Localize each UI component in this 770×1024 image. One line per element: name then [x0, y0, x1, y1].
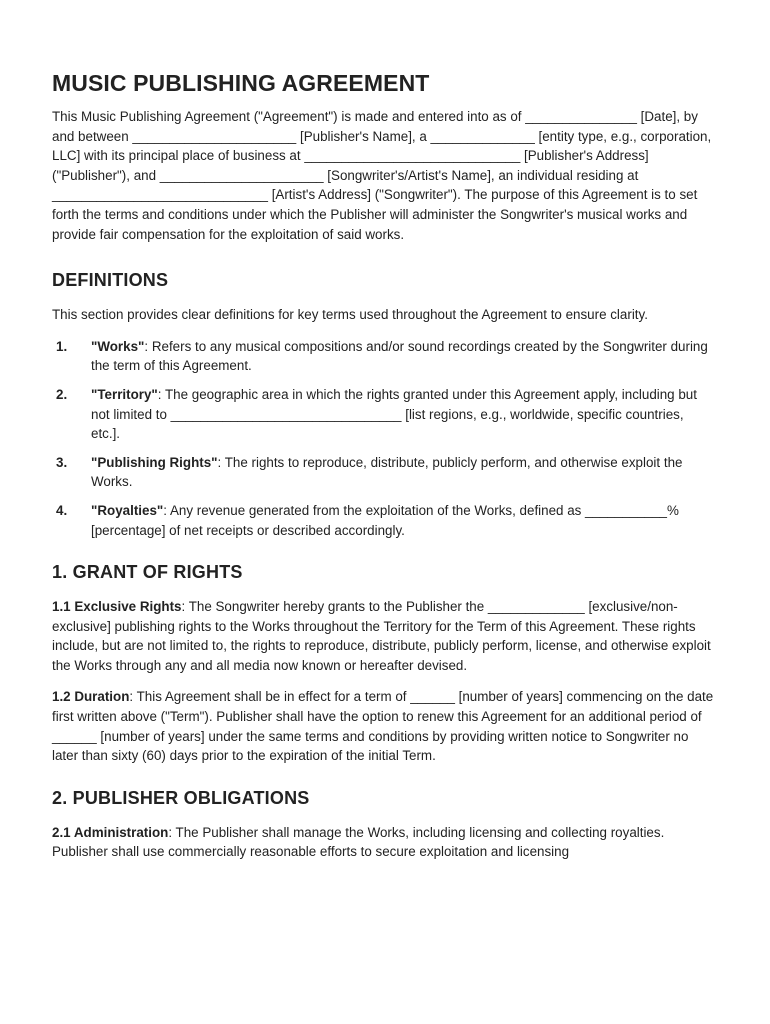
exclusive-rights-text: : The Songwriter hereby grants to the Publisher the _____________ [exclusive/non-exclusive] publishing rights to the Works throughout the Territory for the Term of this Agreement. These rights include, but are not limited to, the rights to reproduce, distribute, publicly perform, license, and otherwise exploit the Works through any and all media now known or hereafter devised. — [52, 599, 711, 673]
definition-item — [52, 501, 714, 540]
definitions-intro: This section provides clear definitions for key terms used throughout the Agreement to ensure clarity. — [52, 307, 648, 323]
exclusive-rights-label: 1.1 Exclusive Rights — [52, 599, 182, 615]
definition-number: 1. — [56, 338, 68, 354]
administration-text: : The Publisher shall manage the Works, including licensing and collecting royalties. Publisher shall use commercially reasonable efforts to secure exploitation and licensing — [52, 824, 665, 860]
definition-text: : The rights to reproduce, distribute, publicly perform, and otherwise exploit the Works. — [91, 454, 683, 490]
definition-text: : Any revenue generated from the exploitation of the Works, defined as ___________% [percentage] of net receipts or described accordingly. — [91, 502, 679, 538]
administration-paragraph — [52, 823, 714, 862]
definition-number: 4. — [56, 502, 68, 518]
definition-term: "Publishing Rights" — [91, 454, 218, 470]
grant-of-rights-heading: 1. GRANT OF RIGHTS — [52, 562, 243, 583]
definitions-list — [52, 337, 714, 540]
definition-item — [52, 453, 714, 492]
duration-text: : This Agreement shall be in effect for a term of ______ [number of years] commencing on the date first written above ("Term"). Publisher shall have the option to renew this Agreement for an additional period of ______ [number of years] under the same terms and conditions by providing written notice to Songwriter no later than sixty (60) days prior to the expiration of the initial Term. — [52, 689, 714, 764]
definition-term: "Works" — [91, 338, 145, 354]
definition-number: 2. — [56, 386, 68, 402]
definition-number: 3. — [56, 454, 68, 470]
definitions-heading: DEFINITIONS — [52, 270, 169, 291]
definition-term: "Territory" — [91, 386, 158, 402]
publisher-obligations-heading: 2. PUBLISHER OBLIGATIONS — [52, 787, 310, 808]
duration-label: 1.2 Duration — [52, 689, 130, 705]
exclusive-rights-paragraph — [52, 597, 714, 675]
definition-item — [52, 337, 714, 376]
document-title: MUSIC PUBLISHING AGREEMENT — [52, 70, 430, 96]
definition-item — [52, 385, 714, 444]
definition-term: "Royalties" — [91, 502, 164, 518]
intro-paragraph: This Music Publishing Agreement ("Agreement") is made and entered into as of _______________ [Date], by and between ______________________ [Publisher's Name], a ______________ [entity type, e.g., corporation, LLC] with its principal place of business at _____________________________ [Publisher's Address] ("Publisher"), and ______________________ [Songwriter's/Artist's Name], an individual residing at _____________________________ [Artist's Address] ("Songwriter"). The purpose of this Agreement is to set forth the terms and conditions under which the Publisher will administer the Songwriter's musical works and provide fair compensation for the exploitation of said works. — [52, 109, 712, 242]
definition-text: : The geographic area in which the rights granted under this Agreement apply, including but not limited to _______________________________ [list regions, e.g., worldwide, specific countries, etc.]. — [91, 386, 697, 442]
administration-label: 2.1 Administration — [52, 824, 169, 840]
duration-paragraph — [52, 687, 714, 765]
definition-text: : Refers to any musical compositions and/or sound recordings created by the Songwriter during the term of this Agreement. — [91, 338, 708, 374]
